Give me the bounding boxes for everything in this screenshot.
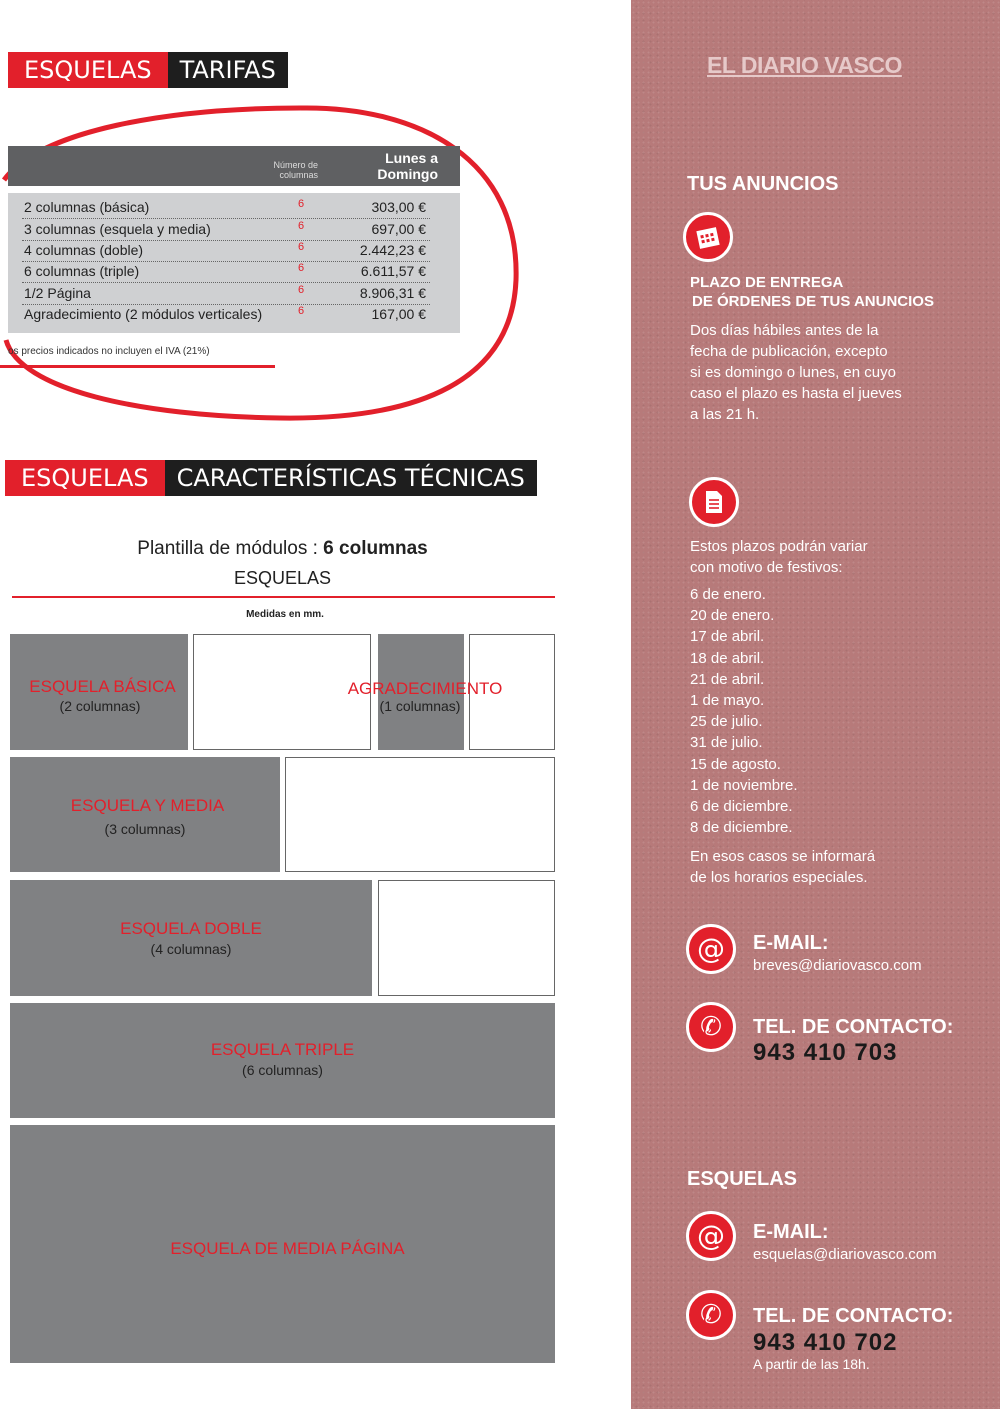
plantilla-bold: 6 columnas bbox=[323, 538, 428, 559]
calendar-icon bbox=[683, 212, 733, 262]
plazo-text bbox=[690, 320, 902, 425]
info-panel bbox=[631, 0, 1000, 1409]
block-esquela-triple bbox=[10, 1003, 555, 1118]
row-price: 167,00 € bbox=[371, 306, 426, 322]
list-item: 6 de enero. bbox=[690, 586, 766, 603]
sub-agradecimiento: (1 columnas) bbox=[379, 698, 461, 714]
table-row bbox=[22, 304, 430, 325]
row-cols: 6 bbox=[298, 262, 305, 274]
festivos-list bbox=[690, 584, 798, 838]
plazo-line: a las 21 h. bbox=[690, 406, 760, 423]
table-row bbox=[22, 219, 430, 241]
plantilla-divider bbox=[12, 596, 555, 598]
tecnicas-header bbox=[5, 460, 537, 496]
label-agradecimiento: AGRADECIMIENTO bbox=[347, 679, 503, 698]
tel-label-2: TEL. DE CONTACTO: bbox=[753, 1305, 954, 1327]
plantilla-subtitle: ESQUELAS bbox=[233, 568, 332, 588]
table-row bbox=[22, 240, 430, 262]
row-price: 6.611,57 € bbox=[360, 263, 426, 279]
note-underline bbox=[0, 365, 275, 368]
row-price: 303,00 € bbox=[371, 199, 426, 215]
table-row bbox=[22, 197, 430, 219]
plantilla-title bbox=[0, 538, 565, 560]
email-label-1: E-MAIL: bbox=[753, 932, 829, 954]
row-price: 697,00 € bbox=[371, 221, 426, 237]
sub-esquela-y-media: (3 columnas) bbox=[104, 821, 186, 837]
row-label: Agradecimiento (2 módulos verticales) bbox=[24, 306, 263, 322]
label-esquela-y-media: ESQUELA Y MEDIA bbox=[70, 796, 225, 815]
tarifas-header-red: ESQUELAS bbox=[8, 52, 168, 88]
list-item: 31 de julio. bbox=[690, 734, 763, 752]
label-esquela-triple: ESQUELA TRIPLE bbox=[210, 1040, 355, 1059]
esquelas-title: ESQUELAS bbox=[687, 1168, 798, 1190]
medidas-note: Medidas en mm. bbox=[246, 609, 324, 620]
table-row bbox=[22, 261, 430, 283]
list-item: 8 de diciembre. bbox=[690, 819, 793, 837]
col-numero-header: Número de columnas bbox=[273, 160, 318, 180]
plazo-title-1: PLAZO DE ENTREGA bbox=[690, 274, 844, 291]
plazo-line: Dos días hábiles antes de la bbox=[690, 322, 879, 339]
list-item: 1 de mayo. bbox=[690, 692, 765, 710]
list-item: 20 de enero. bbox=[690, 607, 775, 625]
label-media-pagina: ESQUELA DE MEDIA PÁGINA bbox=[170, 1239, 405, 1258]
brand-logo: EL DIARIO VASCO bbox=[707, 52, 902, 78]
row-cols: 6 bbox=[298, 220, 305, 232]
tel-number-2[interactable]: 943 410 702 bbox=[753, 1329, 898, 1356]
list-item: 21 de abril. bbox=[690, 670, 765, 688]
tarifas-table-header bbox=[8, 146, 460, 186]
list-item: 1 de noviembre. bbox=[690, 776, 798, 794]
label-esquela-basica: ESQUELA BÁSICA bbox=[29, 677, 176, 696]
tel-2-note: A partir de las 18h. bbox=[753, 1356, 870, 1372]
list-item: 17 de abril. bbox=[690, 628, 765, 646]
row-label: 4 columnas (doble) bbox=[24, 242, 144, 258]
label-esquela-doble: ESQUELA DOBLE bbox=[120, 919, 262, 938]
tus-anuncios-title: TUS ANUNCIOS bbox=[687, 173, 839, 195]
tecnicas-header-black: CARACTERÍSTICAS TÉCNICAS bbox=[165, 460, 537, 496]
tarifas-header-black: TARIFAS bbox=[168, 52, 288, 88]
row-cols: 6 bbox=[298, 305, 305, 317]
plazo-line: si es domingo o lunes, en cuyo bbox=[690, 364, 896, 381]
list-item: 15 de agosto. bbox=[690, 755, 781, 773]
email-icon: @ bbox=[686, 924, 736, 974]
sub-esquela-basica: (2 columnas) bbox=[59, 698, 141, 714]
tel-label-1: TEL. DE CONTACTO: bbox=[753, 1016, 954, 1038]
plazo-line: fecha de publicación, excepto bbox=[690, 343, 888, 360]
block-empty bbox=[285, 757, 555, 872]
tarifas-header bbox=[8, 52, 288, 88]
list-item: 25 de julio. bbox=[690, 713, 763, 731]
tarifas-table-body bbox=[8, 193, 460, 333]
tel-number-1[interactable]: 943 410 703 bbox=[753, 1039, 898, 1066]
phone-icon: ✆ bbox=[686, 1290, 736, 1340]
iva-note: os precios indicados no incluyen el IVA (21%) bbox=[8, 346, 210, 357]
document-icon bbox=[689, 477, 739, 527]
list-item: 6 de diciembre. bbox=[690, 798, 793, 816]
variar-line: con motivo de festivos: bbox=[690, 559, 843, 576]
table-row bbox=[22, 283, 430, 305]
row-cols: 6 bbox=[298, 241, 305, 253]
row-price: 8.906,31 € bbox=[359, 285, 426, 301]
row-price: 2.442,23 € bbox=[359, 242, 426, 258]
row-label: 1/2 Página bbox=[24, 285, 91, 301]
col-dias-header: Lunes a Domingo bbox=[377, 150, 438, 182]
email-link-2[interactable]: esquelas@diariovasco.com bbox=[753, 1246, 937, 1263]
row-label: 6 columnas (triple) bbox=[24, 263, 140, 279]
plazo-title-2: DE ÓRDENES DE TUS ANUNCIOS bbox=[692, 293, 934, 310]
variar-text bbox=[690, 536, 868, 578]
casos-line: En esos casos se informará bbox=[690, 848, 876, 865]
casos-text bbox=[690, 846, 875, 888]
email-link-1[interactable]: breves@diariovasco.com bbox=[753, 957, 922, 974]
casos-line: de los horarios especiales. bbox=[690, 869, 868, 886]
email-label-2: E-MAIL: bbox=[753, 1221, 829, 1243]
row-label: 3 columnas (esquela y media) bbox=[24, 221, 211, 237]
variar-line: Estos plazos podrán variar bbox=[690, 538, 868, 555]
sub-esquela-doble: (4 columnas) bbox=[150, 941, 232, 957]
email-icon: @ bbox=[686, 1211, 736, 1261]
block-empty bbox=[378, 880, 555, 996]
phone-icon: ✆ bbox=[686, 1002, 736, 1052]
tecnicas-header-red: ESQUELAS bbox=[5, 460, 165, 496]
plazo-line: caso el plazo es hasta el jueves bbox=[690, 385, 902, 402]
row-label: 2 columnas (básica) bbox=[24, 199, 150, 215]
row-cols: 6 bbox=[298, 198, 305, 210]
row-cols: 6 bbox=[298, 284, 305, 296]
sub-esquela-triple: (6 columnas) bbox=[242, 1062, 323, 1078]
list-item: 18 de abril. bbox=[690, 649, 765, 667]
plantilla-prefix: Plantilla de módulos : bbox=[137, 538, 318, 559]
